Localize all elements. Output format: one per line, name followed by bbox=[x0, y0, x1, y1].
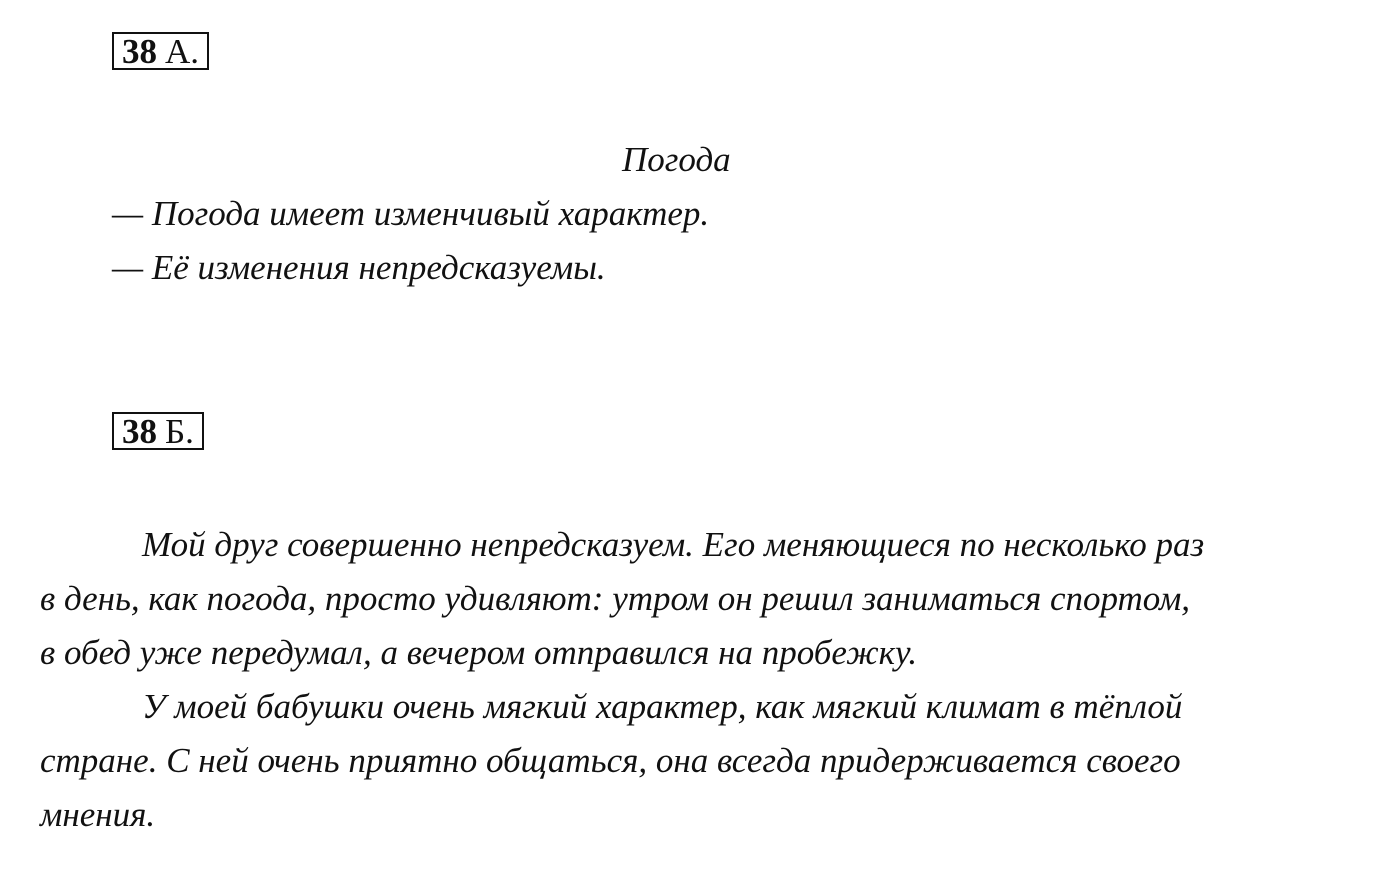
exercise-label-38a bbox=[112, 32, 209, 70]
paragraph-2-line: мнения. bbox=[40, 795, 156, 834]
paragraph-2-line: стране. С ней очень приятно общаться, она всегда придерживается своего bbox=[40, 741, 1181, 780]
paragraph-2-line: У моей бабушки очень мягкий характер, как мягкий климат в тёплой bbox=[142, 687, 1183, 726]
dialog-title: Погода bbox=[622, 140, 731, 179]
paragraph-1-line: в обед уже передумал, а вечером отправился на пробежку. bbox=[40, 633, 918, 672]
exercise-number: 38 bbox=[122, 411, 157, 451]
exercise-letter: А. bbox=[165, 31, 200, 71]
paragraph-1-line: в день, как погода, просто удивляют: утром он решил заниматься спортом, bbox=[40, 579, 1191, 618]
exercise-number: 38 bbox=[122, 31, 157, 71]
exercise-label-38b bbox=[112, 412, 204, 450]
dialog-line: — Её изменения непредсказуемы. bbox=[112, 248, 606, 287]
paragraph-1-line: Мой друг совершенно непредсказуем. Его меняющиеся по несколько раз bbox=[142, 525, 1205, 564]
dialog-line: — Погода имеет изменчивый характер. bbox=[112, 194, 710, 233]
exercise-letter: Б. bbox=[165, 411, 194, 451]
